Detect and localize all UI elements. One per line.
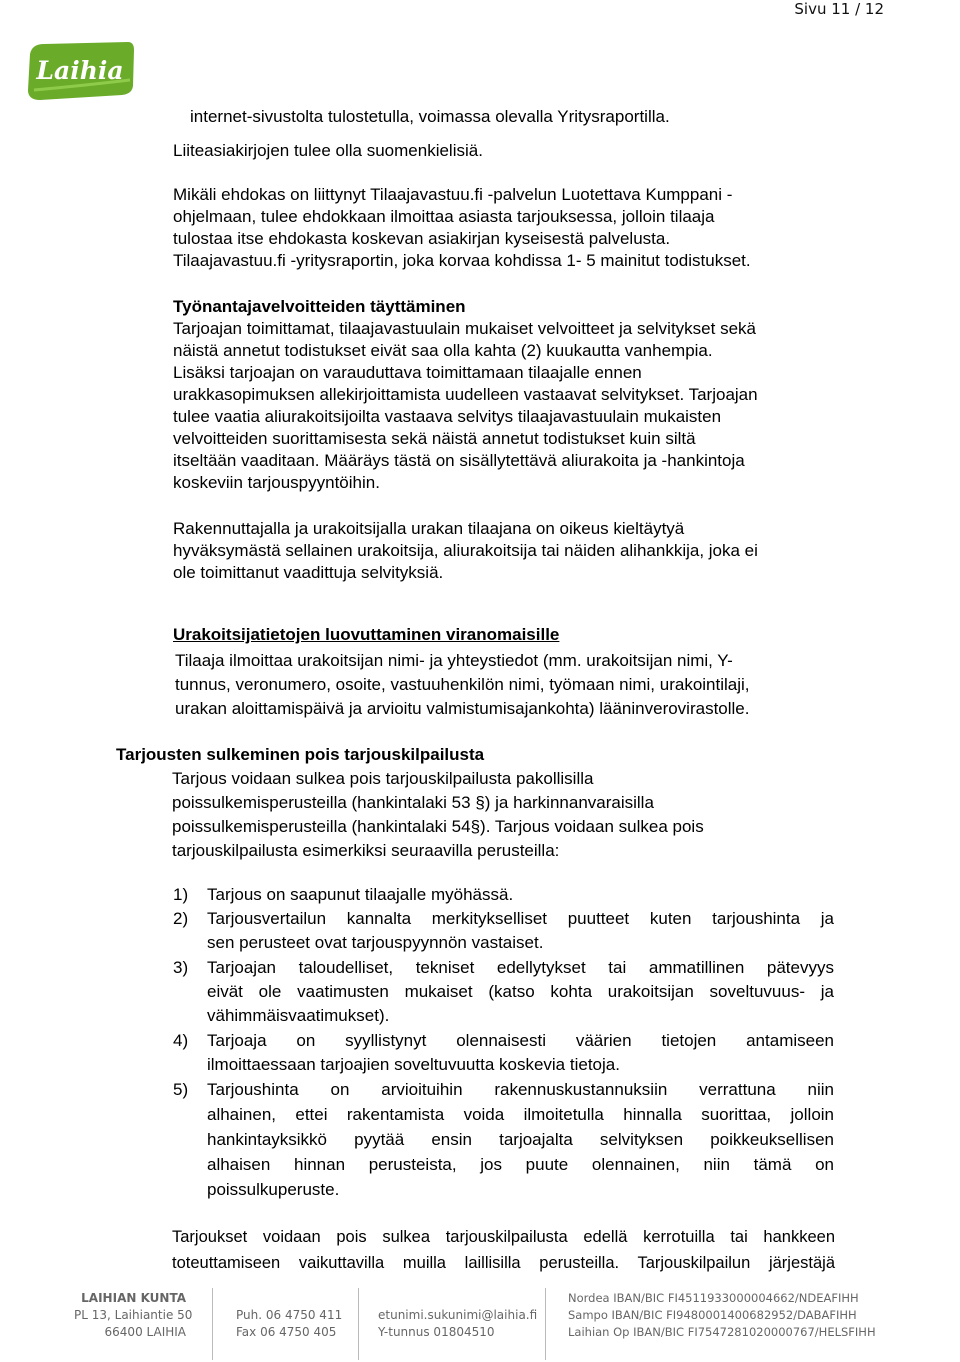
paragraph-tilaajavastuu-4: Tilaajavastuu.fi -yritysraportin, joka korvaa kohdissa 1- 5 mainitut todistukset. bbox=[173, 251, 751, 270]
footer-email: etunimi.sukunimi@laihia.fi bbox=[378, 1308, 538, 1322]
list-item-line: poissulkuperuste. bbox=[207, 1180, 340, 1199]
paragraph-sulkeminen-3: poissulkemisperusteilla (hankintalaki 54§). Tarjous voidaan sulkea pois bbox=[172, 817, 704, 836]
footer-contact bbox=[378, 1307, 537, 1341]
list-item-line: eivät ole vaatimusten mukaiset (katso kohta urakoitsijan soveltuvuus- ja bbox=[207, 982, 834, 1001]
footer-phone bbox=[236, 1307, 342, 1341]
paragraph-rakennuttaja-1: Rakennuttajalla ja urakoitsijalla urakan tilaajana on oikeus kieltäytyä bbox=[173, 519, 685, 538]
footer-divider bbox=[545, 1288, 546, 1360]
laihia-logo bbox=[24, 40, 136, 102]
body-line-2: Liiteasiakirjojen tulee olla suomenkielisiä. bbox=[173, 141, 483, 160]
list-number: 1) bbox=[173, 885, 189, 904]
list-item-line: Tarjoushinta on arvioituihin rakennuskustannuksiin verrattuna niin bbox=[207, 1080, 834, 1099]
paragraph-sulkeminen-1: Tarjous voidaan sulkea pois tarjouskilpailusta pakollisilla bbox=[172, 769, 594, 788]
paragraph-velvoitteet-4: urakkasopimuksen allekirjoittamista uudelleen vastaavat selvitykset. Tarjoajan bbox=[173, 385, 758, 404]
list-item-line: hankintayksikkö pyytää ensin tarjoajalta selvityksen poikkeuksellisen bbox=[207, 1130, 834, 1149]
footer-org-city: 66400 LAIHIA bbox=[104, 1325, 186, 1339]
heading-tarjousten-sulkeminen: Tarjousten sulkeminen pois tarjouskilpailusta bbox=[116, 745, 485, 764]
paragraph-tilaajavastuu-2: ohjelmaan, tulee ehdokkaan ilmoittaa asiasta tarjouksessa, jolloin tilaaja bbox=[173, 207, 715, 226]
list-item-line: Tarjoajan taloudelliset, tekniset edellytykset tai ammatillinen pätevyys bbox=[207, 958, 834, 977]
footer-divider bbox=[212, 1288, 213, 1360]
paragraph-velvoitteet-7: itseltään vaaditaan. Määräys tästä on sisällytettävä aliurakoita ja -hankintoja bbox=[173, 451, 745, 470]
page-number: Sivu 11 / 12 bbox=[794, 0, 884, 18]
footer-bank bbox=[568, 1290, 876, 1341]
list-item: Tarjous on saapunut tilaajalle myöhässä. bbox=[207, 885, 514, 904]
paragraph-urakoitsijatiedot-2: tunnus, veronumero, osoite, vastuuhenkilön nimi, työmaan nimi, urakointilaji, bbox=[175, 675, 750, 694]
list-item-line: vähimmäisvaatimukset). bbox=[207, 1006, 390, 1025]
list-item-line: sen perusteet ovat tarjouspyynnön vastaiset. bbox=[207, 933, 544, 952]
heading-urakoitsijatiedot: Urakoitsijatietojen luovuttaminen viranomaisille bbox=[173, 625, 560, 644]
paragraph-sulkeminen-4: tarjouskilpailusta esimerkiksi seuraavilla perusteilla: bbox=[172, 841, 560, 860]
heading-tyonantajavelvoitteet: Työnantajavelvoitteiden täyttäminen bbox=[173, 297, 466, 316]
paragraph-final-2: toteuttamiseen vaikuttavilla muilla laillisilla perusteilla. Tarjouskilpailun järjestäjä bbox=[172, 1254, 835, 1272]
paragraph-tilaajavastuu-3: tulostaa itse ehdokasta koskevan asiakirjan kyseisestä palvelusta. bbox=[173, 229, 671, 248]
paragraph-urakoitsijatiedot-3: urakan aloittamispäivä ja arvioitu valmistumisajankohta) lääninverovirastolle. bbox=[175, 699, 750, 718]
paragraph-velvoitteet-5: tulee vaatia aliurakoitsijoilta vastaava selvitys tilaajavastuulain mukaisten bbox=[173, 407, 722, 426]
paragraph-tilaajavastuu-1: Mikäli ehdokas on liittynyt Tilaajavastuu.fi -palvelun Luotettava Kumppani - bbox=[173, 185, 733, 204]
list-item-line: Tarjoaja on syyllistynyt olennaisesti väärien tietojen antamiseen bbox=[207, 1031, 834, 1050]
paragraph-final-1: Tarjoukset voidaan pois sulkea tarjouskilpailusta edellä kerrotuilla tai hankkeen bbox=[172, 1228, 835, 1246]
list-number: 4) bbox=[173, 1031, 189, 1050]
list-number: 2) bbox=[173, 909, 189, 928]
list-item-line: alhaisen hinnan perusteista, jos puute olennainen, niin tämä on bbox=[207, 1155, 834, 1174]
list-number: 5) bbox=[173, 1080, 189, 1099]
footer-phone-number: Puh. 06 4750 411 bbox=[236, 1308, 343, 1322]
footer-org-name: LAIHIAN KUNTA bbox=[81, 1291, 186, 1305]
list-item-line: Tarjousvertailun kannalta merkitykselliset puutteet kuten tarjoushinta ja bbox=[207, 909, 834, 928]
list-item-line: ilmoittaessaan tarjoajien soveltuvuutta koskevia tietoja. bbox=[207, 1055, 620, 1074]
body-line-1: internet-sivustolta tulostetulla, voimassa olevalla Yritysraportilla. bbox=[190, 107, 670, 126]
list-number: 3) bbox=[173, 958, 189, 977]
footer-org-address: PL 13, Laihiantie 50 bbox=[74, 1308, 193, 1322]
footer-fax-number: Fax 06 4750 405 bbox=[236, 1325, 337, 1339]
paragraph-velvoitteet-2: näistä annetut todistukset eivät saa olla kahta (2) kuukautta vanhempia. bbox=[173, 341, 713, 360]
paragraph-urakoitsijatiedot-1: Tilaaja ilmoittaa urakoitsijan nimi- ja yhteystiedot (mm. urakoitsijan nimi, Y- bbox=[175, 651, 733, 670]
footer-bank-sampo: Sampo IBAN/BIC FI9480001400682952/DABAFIHH bbox=[568, 1308, 857, 1322]
paragraph-velvoitteet-6: velvoitteiden suorittamisesta sekä näistä annetut todistukset kuin siltä bbox=[173, 429, 696, 448]
paragraph-velvoitteet-3: Lisäksi tarjoajan on varauduttava toimittamaan tilaajalle ennen bbox=[173, 363, 642, 382]
footer-bank-op: Laihian Op IBAN/BIC FI7547281020000767/HELSFIHH bbox=[568, 1325, 876, 1339]
footer-divider bbox=[358, 1288, 359, 1360]
paragraph-velvoitteet-8: koskeviin tarjouspyyntöihin. bbox=[173, 473, 380, 492]
logo-text: Laihia bbox=[36, 56, 124, 85]
paragraph-velvoitteet-1: Tarjoajan toimittamat, tilaajavastuulain mukaiset velvoitteet ja selvitykset sekä bbox=[173, 319, 756, 338]
paragraph-sulkeminen-2: poissulkemisperusteilla (hankintalaki 53 §) ja harkinnanvaraisilla bbox=[172, 793, 654, 812]
paragraph-rakennuttaja-3: ole toimittanut vaadittuja selvityksiä. bbox=[173, 563, 444, 582]
paragraph-rakennuttaja-2: hyväksymästä sellainen urakoitsija, aliurakoitsija tai näiden alihankkija, joka ei bbox=[173, 541, 758, 560]
list-item-line: alhainen, ettei rakentamista voida ilmoitetulla hinnalla suorittaa, jolloin bbox=[207, 1105, 834, 1124]
footer-bank-nordea: Nordea IBAN/BIC FI4511933000004662/NDEAFIHH bbox=[568, 1291, 859, 1305]
footer-business-id: Y-tunnus 01804510 bbox=[378, 1325, 495, 1339]
footer-org bbox=[74, 1290, 193, 1341]
